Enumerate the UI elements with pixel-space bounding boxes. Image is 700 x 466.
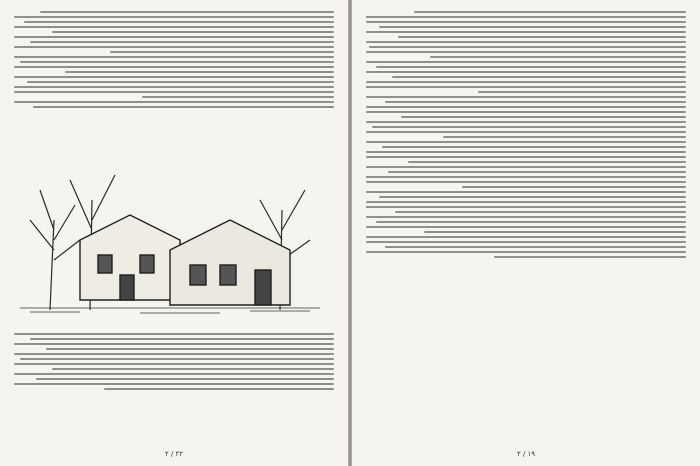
left-page-number: ۲ / ۲۲ [164,450,184,458]
right-page-number: ۲ / ۱۹ [516,450,536,458]
right-page-text [366,8,686,261]
right-page [352,0,700,466]
left-page [0,0,348,466]
left-page-text-top [14,8,334,111]
house-sketch-illustration [20,160,320,320]
left-page-text-bottom [14,330,334,393]
